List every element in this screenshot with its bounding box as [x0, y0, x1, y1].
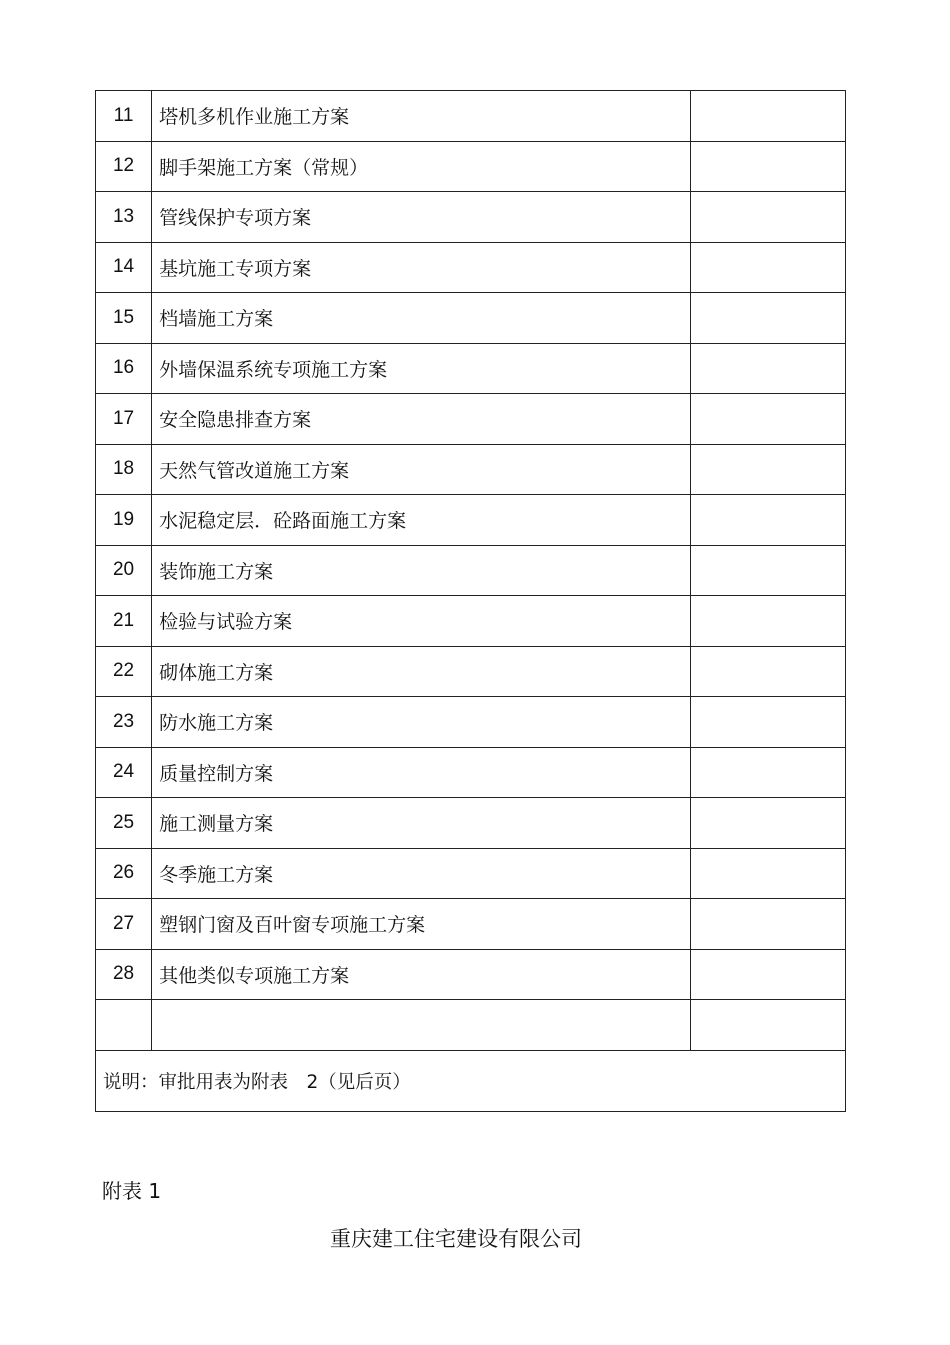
plan-name: 检验与试验方案 — [152, 596, 691, 647]
row-number: 24 — [96, 747, 152, 798]
row-number: 28 — [96, 949, 152, 1000]
table-row — [96, 798, 846, 849]
table-row — [96, 697, 846, 748]
row-number — [96, 1000, 152, 1051]
row-number: 13 — [96, 192, 152, 243]
row-number: 14 — [96, 242, 152, 293]
remark-cell — [690, 495, 845, 546]
plan-name: 其他类似专项施工方案 — [152, 949, 691, 1000]
plan-name: 装饰施工方案 — [152, 545, 691, 596]
remark-cell — [690, 747, 845, 798]
row-number: 17 — [96, 394, 152, 445]
row-number: 22 — [96, 646, 152, 697]
plan-name: 档墙施工方案 — [152, 293, 691, 344]
plan-name: 防水施工方案 — [152, 697, 691, 748]
plan-name: 安全隐患排查方案 — [152, 394, 691, 445]
remark-cell — [690, 596, 845, 647]
remark-cell — [690, 444, 845, 495]
remark-cell — [690, 394, 845, 445]
remark-cell — [690, 545, 845, 596]
row-number: 23 — [96, 697, 152, 748]
row-number: 12 — [96, 141, 152, 192]
table-row — [96, 646, 846, 697]
plan-name: 冬季施工方案 — [152, 848, 691, 899]
table-row — [96, 848, 846, 899]
table-row — [96, 394, 846, 445]
table-row — [96, 899, 846, 950]
table-row — [96, 747, 846, 798]
remark-cell — [690, 697, 845, 748]
table-note: 说明：审批用表为附表 2（见后页） — [96, 1050, 846, 1111]
row-number: 20 — [96, 545, 152, 596]
table-row — [96, 1000, 846, 1051]
table-row — [96, 343, 846, 394]
row-number: 16 — [96, 343, 152, 394]
plan-name: 水泥稳定层．砼路面施工方案 — [152, 495, 691, 546]
construction-plan-table — [95, 90, 846, 1112]
remark-cell — [690, 899, 845, 950]
plan-name: 天然气管改道施工方案 — [152, 444, 691, 495]
plan-name: 管线保护专项方案 — [152, 192, 691, 243]
table-row — [96, 596, 846, 647]
company-name: 重庆建工住宅建设有限公司 — [330, 1227, 582, 1251]
table-row — [96, 495, 846, 546]
remark-cell — [690, 646, 845, 697]
plan-name — [152, 1000, 691, 1051]
plan-name: 塑钢门窗及百叶窗专项施工方案 — [152, 899, 691, 950]
table-row — [96, 444, 846, 495]
plan-name: 塔机多机作业施工方案 — [152, 91, 691, 142]
table-row — [96, 545, 846, 596]
table-row — [96, 192, 846, 243]
row-number: 19 — [96, 495, 152, 546]
table-row — [96, 293, 846, 344]
table-note-row — [96, 1050, 846, 1111]
remark-cell — [690, 1000, 845, 1051]
attachment-label: 附表 1 — [102, 1179, 162, 1203]
plan-name: 施工测量方案 — [152, 798, 691, 849]
plan-table-body — [96, 91, 846, 1051]
table-row — [96, 141, 846, 192]
plan-name: 外墙保温系统专项施工方案 — [152, 343, 691, 394]
table-row — [96, 949, 846, 1000]
plan-name: 质量控制方案 — [152, 747, 691, 798]
plan-name: 砌体施工方案 — [152, 646, 691, 697]
remark-cell — [690, 343, 845, 394]
row-number: 25 — [96, 798, 152, 849]
row-number: 15 — [96, 293, 152, 344]
plan-name: 脚手架施工方案（常规） — [152, 141, 691, 192]
remark-cell — [690, 848, 845, 899]
plan-name: 基坑施工专项方案 — [152, 242, 691, 293]
row-number: 27 — [96, 899, 152, 950]
row-number: 18 — [96, 444, 152, 495]
table-row — [96, 91, 846, 142]
row-number: 11 — [96, 91, 152, 142]
remark-cell — [690, 242, 845, 293]
remark-cell — [690, 91, 845, 142]
row-number: 26 — [96, 848, 152, 899]
remark-cell — [690, 141, 845, 192]
remark-cell — [690, 949, 845, 1000]
row-number: 21 — [96, 596, 152, 647]
remark-cell — [690, 293, 845, 344]
remark-cell — [690, 192, 845, 243]
table-row — [96, 242, 846, 293]
remark-cell — [690, 798, 845, 849]
